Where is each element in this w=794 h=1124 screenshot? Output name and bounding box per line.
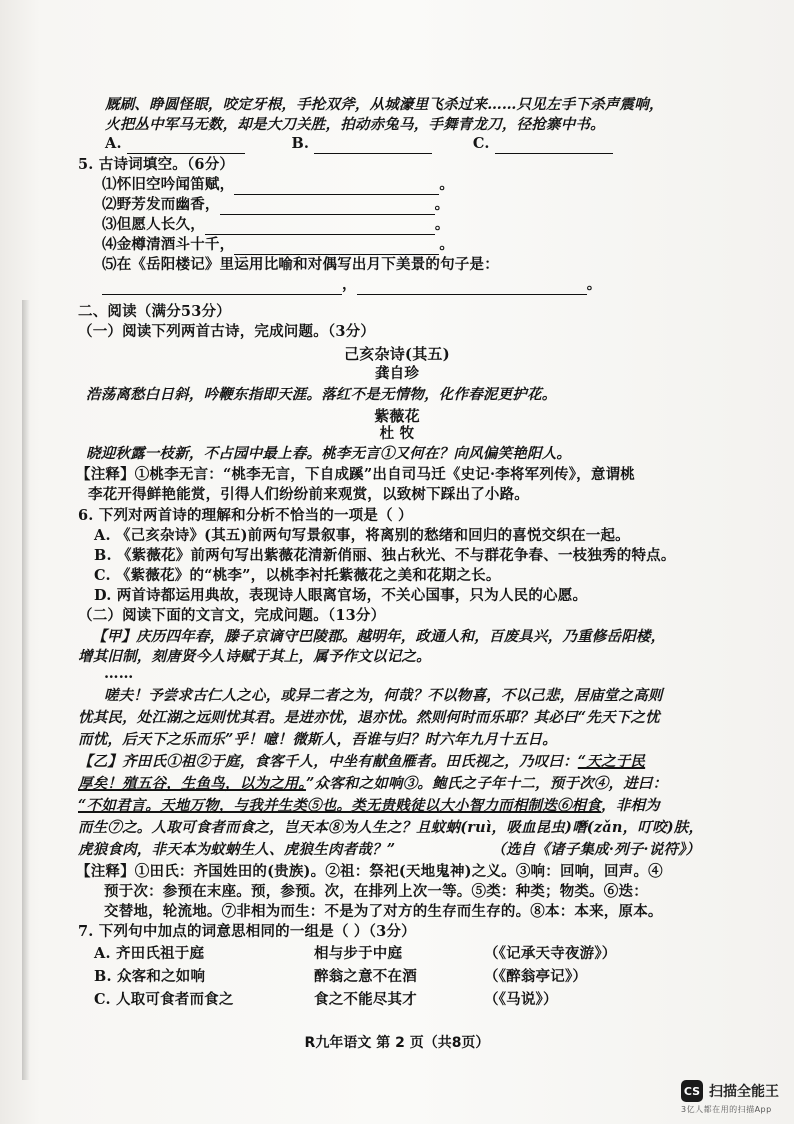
passage-yi-line-1: 【乙】齐田氏①祖②于庭，食客千人，中坐有献鱼雁者。田氏视之，乃叹曰：“天之于民 (78, 753, 646, 770)
answer-blank-c[interactable] (495, 138, 613, 154)
q5-item-1: ⑴怀旧空吟闻笛赋， 。 (102, 176, 455, 193)
answer-blank-b[interactable] (314, 138, 432, 154)
q5-item-5-blanks: ， 。 (102, 275, 601, 295)
q5-item-4: ⑷金樽清酒斗十千， 。 (102, 236, 455, 253)
q5-item-5: ⑸在《岳阳楼记》里运用比喻和对偶写出月下美景的句子是： (102, 256, 499, 273)
q7-option-b-left: B. 众客和之如响 (94, 968, 206, 985)
source-citation: （选自《诸子集成·列子·说符》） (491, 841, 701, 858)
answer-blank-a[interactable] (127, 138, 245, 154)
passage-line-2: 火把丛中军马无数，却是大刀关胜，拍动赤兔马，手舞青龙刀，径抢寨中书。 (105, 116, 605, 133)
q5-item-3: ⑶但愿人长久， 。 (102, 216, 450, 233)
poem-1-author: 龚自珍 (374, 365, 420, 382)
q5-blank-5a[interactable] (102, 279, 342, 295)
q7-option-b-right: 醉翁之意不在酒 (314, 968, 417, 985)
q7-option-c-source: （《马说》） (484, 991, 558, 1008)
note-1-line-1: 【注释】①桃李无言：“桃李无言，下自成蹊”出自司马迁《史记·李将军列传》，意谓桃 (76, 466, 635, 483)
poem-1-text: 浩荡离愁白日斜，吟鞭东指即天涯。落红不是无情物，化作春泥更护花。 (86, 386, 557, 403)
passage-yi-line-3: “不如君言。天地万物，与我并生类⑤也。类无贵贱徒以大小智力而相制迭⑥相食，非相为 (78, 797, 660, 814)
camscanner-name: 扫描全能王 (709, 1084, 779, 1100)
q6-option-c: C. 《紫薇花》的“桃李”，以桃李衬托紫薇花之美和花期之长。 (94, 567, 501, 584)
q4-answer-row (105, 134, 613, 154)
q5-blank-2[interactable] (220, 199, 435, 215)
passage-yi-line-4: 而生⑦之。人取可食者而食之，岂天本⑧为人生之？且蚊蚋(ruì，吸血昆虫)噆(zǎn，叮咬)肤， (78, 819, 704, 836)
q5-blank-1[interactable] (234, 179, 439, 195)
note-2-line-1: 【注释】①田氏：齐国姓田的(贵族)。②祖：祭祀(天地鬼神)之义。③响：回响，回声。④ (76, 863, 663, 880)
poem-2-author: 杜 牧 (379, 425, 415, 442)
passage-line-1: 厩刷、睁圆怪眼，咬定牙根，手抡双斧，从城濠里飞杀过来……只见左手下杀声震响， (105, 96, 664, 113)
question-5-title: 5. 古诗词填空。（6分） (78, 156, 235, 173)
poem-2-text: 晓迎秋露一枝新，不占园中最上春。桃李无言①又何在？向风偏笑艳阳人。 (86, 445, 572, 462)
option-a-label: A. (105, 135, 122, 152)
poem-1-title: 己亥杂诗(其五) (344, 345, 450, 363)
poem-2-title: 紫薇花 (374, 407, 420, 425)
camscanner-logo-icon: CS (681, 1080, 703, 1102)
subsection-1-title: （一）阅读下列两首古诗，完成问题。（3分） (78, 323, 376, 340)
option-c-label: C. (472, 135, 490, 152)
passage-jia-line-4: 忧其民，处江湖之远则忧其君。是进亦忧，退亦忧。然则何时而乐耶？其必曰“先天下之忧 (78, 709, 660, 726)
q5-blank-4[interactable] (234, 239, 439, 255)
q5-item-2: ⑵野芳发而幽香， 。 (102, 196, 450, 213)
q5-blank-3[interactable] (205, 219, 435, 235)
note-2-line-3: 交替地，轮流地。⑦非相为而生：不是为了对方的生存而生存的。⑧本：本来，原本。 (104, 903, 663, 920)
q5-blank-5b[interactable] (357, 279, 587, 295)
q7-option-a-source: （《记承天寺夜游》） (484, 945, 617, 962)
q7-option-b-source: （《醉翁亭记》） (484, 968, 588, 985)
q6-option-a: A. 《己亥杂诗》(其五)前两句写景叙事，将离别的愁绪和回归的喜悦交织在一起。 (94, 527, 630, 544)
note-2-line-2: 预于次：参预在末座。预，参预。次，在排列上次一等。⑤类：种类；物类。⑥迭： (104, 883, 648, 900)
underlined-sentence-2: “不如君言。天地万物，与我并生类⑤也。 (78, 797, 352, 814)
q7-option-a-right: 相与步于中庭 (314, 945, 403, 962)
underlined-sentence-1a: “天之于民 (577, 753, 646, 770)
underlined-sentence-3: 类无贵贱徒以大小智力而相制迭⑥相食 (351, 797, 602, 814)
passage-jia-line-5: 而忧，后天下之乐而乐”乎！噫！微斯人，吾谁与归？时六年九月十五日。 (78, 731, 557, 748)
q7-option-c-right: 食之不能尽其才 (314, 991, 417, 1008)
camscanner-tagline: 3亿人都在用的扫描App (681, 1105, 772, 1114)
note-1-line-2: 李花开得鲜艳能赏，引得人们纷纷前来观赏，以致树下踩出了小路。 (88, 486, 529, 503)
question-6-stem: 6. 下列对两首诗的理解和分析不恰当的一项是（ ） (78, 507, 413, 524)
passage-jia-line-1: 【甲】庆历四年春，滕子京谪守巴陵郡。越明年，政通人和，百废具兴，乃重修岳阳楼， (92, 628, 666, 645)
passage-jia-line-3: 嗟夫！予尝求古仁人之心，或异二者之为，何哉？不以物喜，不以己悲，居庙堂之高则 (104, 687, 663, 704)
camscanner-watermark (681, 1080, 779, 1102)
q7-option-a-left: A. 齐田氏祖于庭 (94, 945, 205, 962)
page-footer: R九年语文 第 2 页（共8页） (304, 1035, 490, 1051)
q6-option-b: B. 《紫薇花》前两句写出紫薇花清新俏丽、独占秋光、不与群花争春、一枝独秀的特点。 (94, 547, 676, 564)
option-b-label: B. (291, 135, 310, 152)
passage-ellipsis: …… (104, 665, 134, 682)
passage-yi-line-2: 厚矣！殖五谷，生鱼鸟，以为之用。”众客和之如响③。鲍氏之子年十二，预于次④，进曰： (78, 775, 668, 792)
question-7-stem: 7. 下列句中加点的词意思相同的一组是（ ）（3分） (78, 923, 416, 940)
underlined-sentence-1b: 厚矣！殖五谷，生鱼鸟，以为之用。 (78, 775, 306, 792)
passage-yi-line-5: 虎狼食肉，非天本为蚊蚋生人、虎狼生肉者哉？” （选自《诸子集成·列子·说符》） (78, 841, 701, 858)
section-2-title: 二、阅读（满分53分） (78, 303, 231, 320)
q6-option-d: D. 两首诗都运用典故，表现诗人眼离官场，不关心国事，只为人民的心愿。 (94, 587, 588, 604)
subsection-2-title: （二）阅读下面的文言文，完成问题。（13分） (78, 607, 386, 624)
q7-option-c-left: C. 人取可食者而食之 (94, 991, 234, 1008)
passage-jia-line-2: 增其旧制，刻唐贤今人诗赋于其上，属予作文以记之。 (78, 648, 431, 665)
